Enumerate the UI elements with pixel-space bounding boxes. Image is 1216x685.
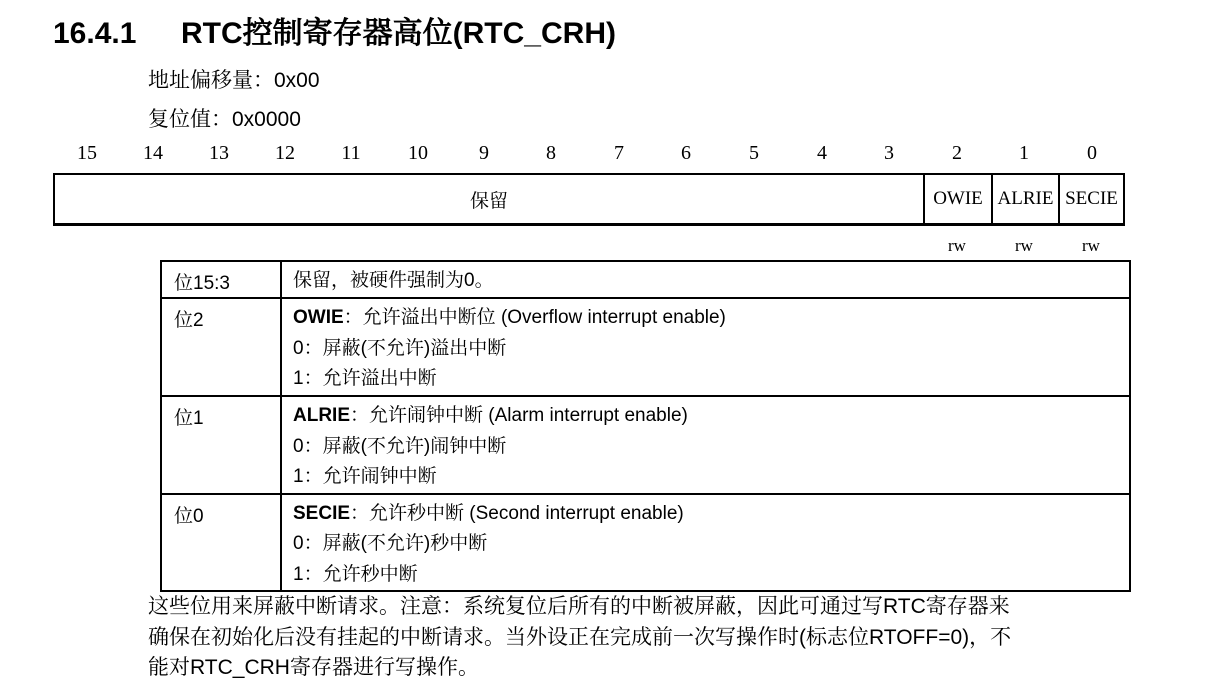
field-name: ALRIE <box>293 405 350 426</box>
access-type: rw <box>948 236 966 255</box>
description-cell <box>281 261 1130 298</box>
table-row <box>161 298 1130 396</box>
description-line: SECIE：允许秒中断 (Second interrupt enable) <box>293 502 684 524</box>
description-cell <box>281 494 1130 592</box>
owie-field: OWIE <box>923 175 991 223</box>
register-diagram <box>53 173 1125 226</box>
bit-number: 0 <box>1087 142 1097 164</box>
note-paragraph <box>148 592 1138 684</box>
bit-number: 5 <box>749 142 759 164</box>
reserved-field: 保留 <box>469 190 508 212</box>
bit-number: 2 <box>952 142 962 164</box>
description-line: ALRIE：允许闹钟中断 (Alarm interrupt enable) <box>293 405 688 426</box>
description-cell <box>281 396 1130 494</box>
description-line: 1：允许溢出中断 <box>293 368 437 389</box>
bit-number: 13 <box>209 142 229 164</box>
section-heading <box>53 8 616 52</box>
bit-number: 6 <box>681 142 691 164</box>
table-row <box>161 261 1130 298</box>
bit-cell: 位0 <box>161 494 281 592</box>
bit-number: 11 <box>341 142 361 164</box>
bit-description-table <box>160 260 1131 592</box>
bit-number: 9 <box>479 142 489 164</box>
field-name: OWIE <box>293 307 344 328</box>
description-line: OWIE：允许溢出中断位 (Overflow interrupt enable) <box>293 307 726 328</box>
description-line: 1：允许闹钟中断 <box>293 466 437 487</box>
bit-number: 12 <box>275 142 295 164</box>
access-type: rw <box>1015 236 1033 255</box>
description-line: 1：允许秒中断 <box>293 563 418 585</box>
description-line: 保留，被硬件强制为0。 <box>293 270 494 291</box>
description-line: 0：屏蔽(不允许)闹钟中断 <box>293 435 507 457</box>
paragraph-line: 确保在初始化后没有挂起的中断请求。当外设正在完成前一次写操作时(标志位RTOFF=0)，不 <box>148 625 1012 649</box>
secie-field: SECIE <box>1058 175 1123 223</box>
bit-cell: 位2 <box>161 298 281 396</box>
table-row <box>161 494 1130 592</box>
bit-number: 1 <box>1019 142 1029 164</box>
bit-number: 4 <box>817 142 827 164</box>
bit-number: 8 <box>546 142 556 164</box>
bit-number: 7 <box>614 142 624 164</box>
reset-value: 复位值：0x0000 <box>148 108 301 131</box>
paragraph-line: 能对RTC_CRH寄存器进行写操作。 <box>148 656 479 679</box>
section-title: RTC控制寄存器高位(RTC_CRH) <box>181 17 616 50</box>
bit-number: 14 <box>143 142 163 164</box>
bit-number: 3 <box>884 142 894 164</box>
description-cell <box>281 298 1130 396</box>
description-line: 0：屏蔽(不允许)秒中断 <box>293 533 488 554</box>
paragraph-line: 这些位用来屏蔽中断请求。注意：系统复位后所有的中断被屏蔽，因此可通过写RTC寄存器来 <box>148 595 1010 618</box>
bit-cell: 位15:3 <box>161 261 281 298</box>
address-offset: 地址偏移量：0x00 <box>148 69 320 92</box>
bit-number: 10 <box>408 142 428 164</box>
table-row <box>161 396 1130 494</box>
field-name: SECIE <box>293 502 351 524</box>
bit-cell: 位1 <box>161 396 281 494</box>
section-number: 16.4.1 <box>53 17 137 50</box>
access-type: rw <box>1082 236 1100 255</box>
description-line: 0：屏蔽(不允许)溢出中断 <box>293 337 507 359</box>
alrie-field: ALRIE <box>991 175 1058 223</box>
bit-number: 15 <box>77 142 97 164</box>
